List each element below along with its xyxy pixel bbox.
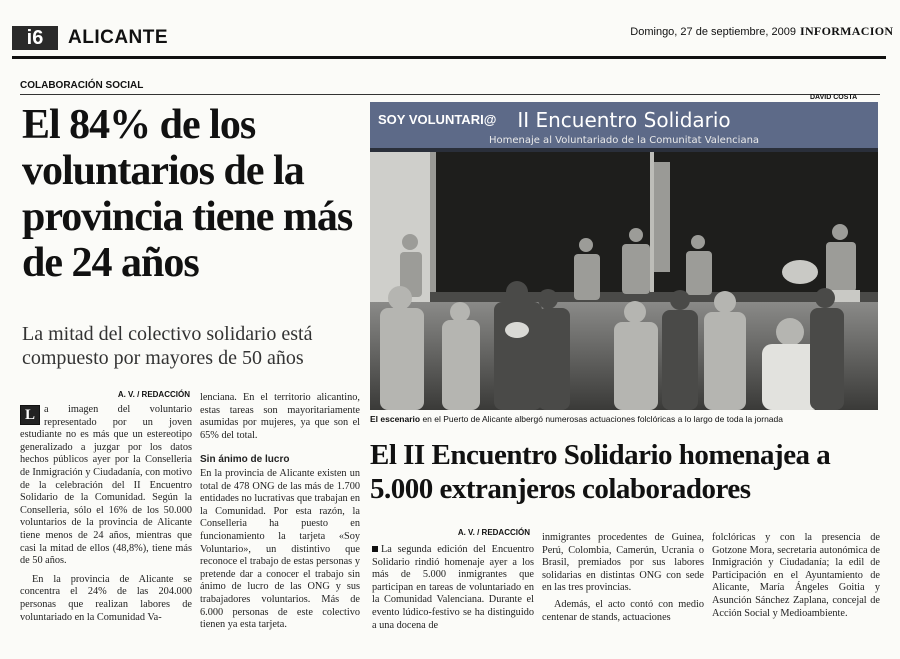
bullet-square (372, 546, 378, 552)
article1-byline: A. V. / REDACCIÓN (117, 390, 190, 399)
newspaper-masthead: INFORMACION (800, 24, 894, 38)
article1-paragraph: En la provincia de Alicante existen un total de 478 ONG de las más de 1.700 entidades no lucrativas que trabajan en la Comunidad. Por esta razón, la Conselleria ha puesto en funcionamiento la tarjeta «Soy Voluntario», un distintivo que reconoce el trabajo de estas personas y pretende dar a conocer el trabajo sin ánimo de lucro de las ONG y sus trabajadores voluntarios. Más de 6.000 personas de este colectivo tienen ya esta tarjeta. (200, 467, 360, 631)
article1-paragraph: En la provincia de Alicante se concentra el 24% de las 204.000 personas que realizan labores de voluntariado en la Comunidad Va- (20, 573, 192, 623)
article1-paragraph: lenciana. En el territorio alicantino, estas tareas son mayoritariamente asumidas por mujeres, ya que son el 65% del total. (200, 392, 360, 441)
main-headline: El 84% de los voluntarios de la provincia tiene más de 24 años (22, 102, 353, 286)
kicker-rule (20, 94, 880, 95)
article1-column-1 (20, 404, 192, 624)
second-headline: El II Encuentro Solidario homenajea a 5.000 extranjeros colaboradores (370, 439, 831, 505)
article1-paragraph: a imagen del voluntario representado por un joven estudiante no es más que un estereotipo generalizado a juzgar por los datos hechos públicos ayer por la Conselleria de Inmigración y Ciudadanía, con motivo de la celebración del II Encuentro Solidario de la Comunidad. Según la Conselleria, sólo el 16% de los 50.000 voluntarios de la provincia de Alicante tiene menos de 24 años, mientras que casi la mitad de ellos (48,8%), tiene más de 50 años. (20, 404, 192, 567)
stage-photo-illustration (370, 102, 878, 410)
dropcap: L (20, 405, 40, 425)
section-kicker: COLABORACIÓN SOCIAL (20, 80, 144, 91)
article2-paragraph: folclóricas y con la presencia de Gotzone Mora, secretaria autonómica de Inmigración y Ciudadanía; la edil de Participación en el Ayuntamiento de Alicante, María Ángeles Goitia y Asunción Sánchez Zaplana, concejal de Acción Social y Medioambiente. (712, 532, 880, 619)
stage-photo (370, 102, 878, 410)
banner-title: II Encuentro Solidario (517, 108, 731, 132)
section-title: ALICANTE (68, 27, 169, 48)
photo-credit: DAVID COSTA (810, 94, 858, 101)
main-subhead: La mitad del colectivo solidario está compuesto por mayores de 50 años (22, 323, 313, 369)
caption-lead: El escenario (370, 414, 421, 424)
banner-logo: SOY VOLUNTARI@ (378, 112, 497, 127)
header-rule (12, 56, 886, 59)
banner-subtitle: Homenaje al Voluntariado de la Comunitat Valenciana (488, 135, 760, 146)
page-number: i6 (12, 26, 58, 50)
article2-column-3 (712, 532, 880, 620)
article2-column-1 (372, 544, 534, 632)
article2-paragraph: Además, el acto contó con medio centenar de stands, actuaciones (542, 598, 704, 623)
article1-subheading: Sin ánimo de lucro (200, 454, 290, 466)
article2-column-2 (542, 532, 704, 624)
issue-date: Domingo, 27 de septiembre, 2009 (630, 26, 796, 38)
caption-text: en el Puerto de Alicante albergó numerosas actuaciones folclóricas a lo largo de toda la jornada (420, 414, 783, 424)
article2-paragraph: inmigrantes procedentes de Guinea, Perú, Colombia, Camerún, Ucrania o Brasil, premiados por sus labores solidarias en distintas ONG con sede en las tres provincias. (542, 532, 704, 594)
article2-paragraph: La segunda edición del Encuentro Solidario rindió homenaje ayer a los más de 5.000 inmigrantes que participan en tareas de voluntariado en la Comunidad Valenciana. Durante el evento lúdico-festivo se ha distinguido a una docena de (372, 544, 534, 631)
photo-caption (370, 414, 878, 424)
article1-column-2 (200, 392, 360, 632)
article2-byline: A. V. / REDACCIÓN (457, 528, 530, 537)
